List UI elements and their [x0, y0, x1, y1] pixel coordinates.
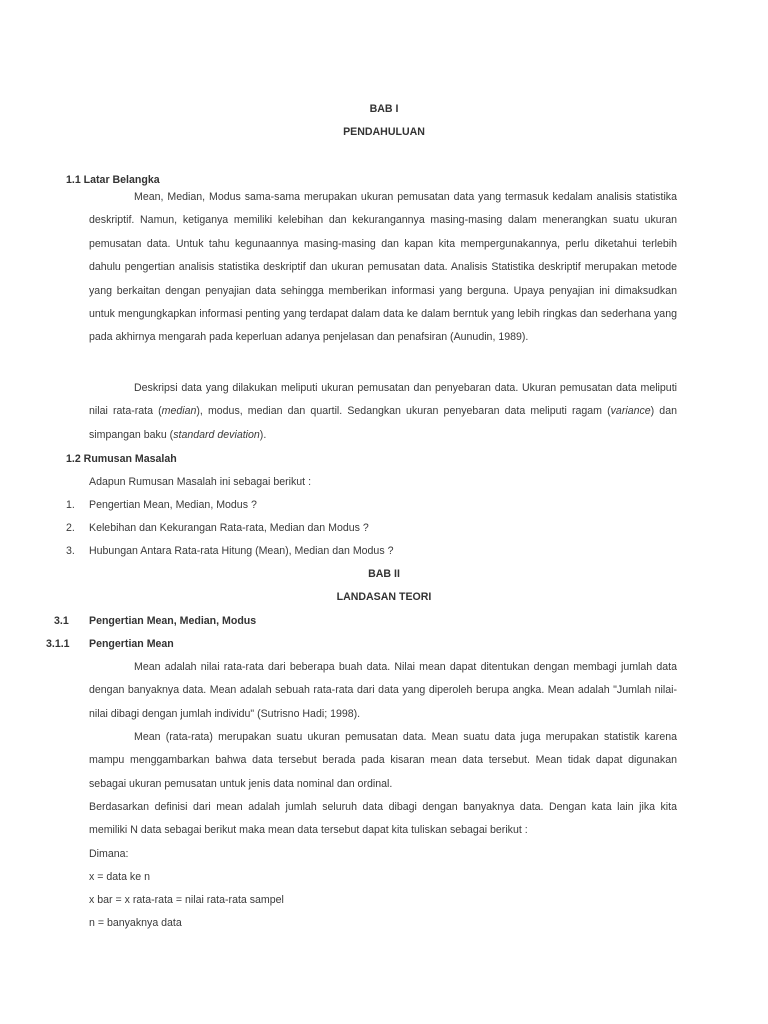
definition-line: x = data ke n: [89, 871, 150, 883]
p2-italic-standard-deviation: standard deviation: [173, 428, 260, 441]
section-1-1-paragraph-1: [89, 186, 677, 350]
p2-italic-variance: variance: [610, 405, 651, 418]
section-1-1-heading: 1.1 Latar Belangka: [66, 174, 160, 186]
bab1-subtitle: PENDAHULUAN: [343, 126, 425, 138]
p2-text-e: ) dan simpangan baku (: [89, 405, 677, 441]
section-3-1-number: 3.1: [54, 615, 69, 627]
list-item-number: 1.: [66, 499, 75, 511]
list-item: Pengertian Mean, Median, Modus ?: [89, 499, 257, 511]
definition-line: n = banyaknya data: [89, 917, 182, 929]
list-item-number: 3.: [66, 545, 75, 557]
section-3-1-1-number: 3.1.1: [46, 638, 70, 650]
mean-paragraph-1: [89, 656, 677, 726]
definition-line: x bar = x rata-rata = nilai rata-rata sampel: [89, 894, 284, 906]
bab2-subtitle: LANDASAN TEORI: [336, 591, 432, 603]
p2-text-c: ), modus, median dan quartil. Sedangkan ukuran penyebaran data meliputi ragam (: [196, 405, 611, 418]
section-3-1-1-heading: Pengertian Mean: [89, 638, 174, 650]
mean-paragraph-1-text: Mean adalah nilai rata-rata dari beberapa buah data. Nilai mean dapat ditentukan dengan membagi jumlah data dengan banyaknya data. Mean adalah sebuah rata-rata dari data yang diperoleh berupa angka. Mean adalah "Jumlah nilai-nilai dibagi dengan jumlah individu" (Sutrisno Hadi; 1998).: [89, 661, 677, 720]
mean-paragraph-3: Berdasarkan definisi dari mean adalah jumlah seluruh data dibagi dengan banyaknya data. Dengan kata lain jika kita memiliki N data sebagai berikut maka mean data tersebut dapat kita tuliskan sebagai berikut :: [89, 801, 677, 837]
list-item-number: 2.: [66, 522, 75, 534]
p2-text-a: Deskripsi data yang dilakukan meliputi ukuran pemusatan dan penyebaran data. Ukuran pemusatan data meliputi nilai rata-rata (: [89, 382, 677, 418]
section-3-1-heading: Pengertian Mean, Median, Modus: [89, 615, 257, 627]
p2-text-g: ).: [259, 428, 267, 441]
p2-italic-median: median: [161, 405, 197, 418]
bab1-title: BAB I: [369, 103, 399, 115]
list-item: Hubungan Antara Rata-rata Hitung (Mean), Median dan Modus ?: [89, 545, 394, 557]
dimana-label: Dimana:: [89, 848, 129, 860]
rumusan-intro: Adapun Rumusan Masalah ini sebagai berikut :: [89, 476, 312, 488]
section-1-1-paragraph-2: [89, 377, 677, 447]
list-item: Kelebihan dan Kekurangan Rata-rata, Median dan Modus ?: [89, 522, 369, 534]
section-1-2-heading: 1.2 Rumusan Masalah: [66, 453, 177, 465]
paragraph-1-text: Mean, Median, Modus sama-sama merupakan ukuran pemusatan data yang termasuk kedalam analisis statistika deskriptif. Namun, ketiganya memiliki kelebihan dan kekurangannya masing-masing dalam menerangkan suatu ukuran pemusatan data. Untuk tahu kegunaannya masing-masing dan kapan kita mempergunakannya, perlu diketahui terlebih dahulu pengertian analisis statistika deskriptif dan ukuran pemusatan data. Analisis Statistika deskriptif merupakan metode yang berkaitan dengan penyajian data sehingga memberikan informasi yang berguna. Upaya penyajian ini dimaksudkan untuk mengungkapkan informasi penting yang terdapat dalam data ke dalam berntuk yang lebih ringkas dan sederhana yang pada akhirnya mengarah pada keperluan adanya penjelasan dan penafsiran (Aunudin, 1989).: [89, 191, 677, 344]
mean-paragraph-2-text: Mean (rata-rata) merupakan suatu ukuran pemusatan data. Mean suatu data juga merupakan statistik karena mampu menggambarkan bahwa data tersebut berada pada kisaran mean data tersebut. Mean tidak dapat digunakan sebagai ukuran pemusatan untuk jenis data nominal dan ordinal.: [89, 731, 677, 790]
mean-paragraph-2: [89, 726, 677, 796]
bab2-title: BAB II: [368, 568, 400, 580]
